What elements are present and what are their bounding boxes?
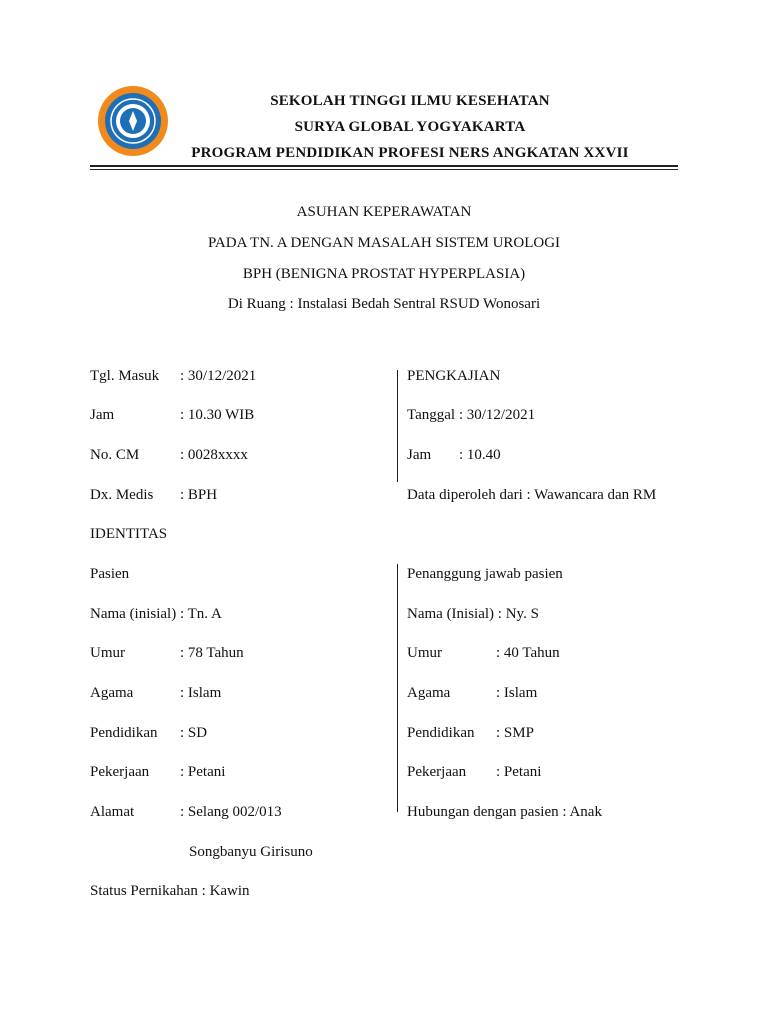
title-line-3: BPH (BENIGNA PROSTAT HYPERPLASIA) [242, 266, 526, 282]
header-line-2: SURYA GLOBAL YOGYAKARTA [294, 119, 526, 135]
pj-umur-label: Umur [407, 645, 442, 661]
pasien-pendidikan-value: : SD [180, 725, 208, 741]
title-line-2: PADA TN. A DENGAN MASALAH SISTEM UROLOGI [207, 235, 561, 251]
header-rule-thick [90, 165, 678, 167]
identitas-heading: IDENTITAS [90, 526, 168, 542]
pasien-agama-value: : Islam [180, 685, 222, 701]
no-cm-label: No. CM [90, 447, 140, 463]
jam-masuk-value: : 10.30 WIB [180, 407, 255, 423]
pj-pekerjaan-value: : Petani [496, 764, 542, 780]
pasien-nama: Nama (inisial) : Tn. A [90, 606, 222, 622]
pengkajian-tanggal: Tanggal : 30/12/2021 [407, 407, 536, 423]
pasien-alamat-value: : Selang 002/013 [180, 804, 282, 820]
column-divider-top [397, 370, 398, 482]
pj-agama-value: : Islam [496, 685, 538, 701]
title-line-1: ASUHAN KEPERAWATAN [296, 204, 472, 220]
header-line-1: SEKOLAH TINGGI ILMU KESEHATAN [270, 93, 550, 109]
pj-pendidikan-value: : SMP [496, 725, 534, 741]
pasien-agama-label: Agama [90, 685, 134, 701]
no-cm-value: : 0028xxxx [180, 447, 248, 463]
jam-masuk-label: Jam [90, 407, 115, 423]
dx-medis-label: Dx. Medis [90, 487, 154, 503]
pengkajian-heading: PENGKAJIAN [407, 368, 501, 384]
column-divider-bottom [397, 564, 398, 812]
pj-agama-label: Agama [407, 685, 451, 701]
pj-pendidikan-label: Pendidikan [407, 725, 475, 741]
pasien-alamat-value-2: Songbanyu Girisuno [189, 844, 313, 860]
header-line-3: PROGRAM PENDIDIKAN PROFESI NERS ANGKATAN XXVII [191, 145, 629, 161]
pj-umur-value: : 40 Tahun [496, 645, 560, 661]
pasien-alamat-label: Alamat [90, 804, 135, 820]
dx-medis-value: : BPH [180, 487, 218, 503]
pasien-pendidikan-label: Pendidikan [90, 725, 158, 741]
pengkajian-jam-label: Jam [407, 447, 432, 463]
pengkajian-sumber: Data diperoleh dari : Wawancara dan RM [407, 487, 657, 503]
header-rule-thin [90, 169, 678, 170]
pj-heading: Penanggung jawab pasien [407, 566, 563, 582]
pj-nama: Nama (Inisial) : Ny. S [407, 606, 539, 622]
tgl-masuk-label: Tgl. Masuk [90, 368, 160, 384]
tgl-masuk-value: : 30/12/2021 [180, 368, 257, 384]
pasien-heading: Pasien [90, 566, 130, 582]
pasien-umur-value: : 78 Tahun [180, 645, 244, 661]
pasien-pekerjaan-value: : Petani [180, 764, 226, 780]
pengkajian-jam-value: : 10.40 [459, 447, 501, 463]
pasien-umur-label: Umur [90, 645, 125, 661]
title-line-4: Di Ruang : Instalasi Bedah Sentral RSUD Wonosari [227, 296, 541, 312]
pj-pekerjaan-label: Pekerjaan [407, 764, 467, 780]
pasien-pekerjaan-label: Pekerjaan [90, 764, 150, 780]
pj-hubungan: Hubungan dengan pasien : Anak [407, 804, 602, 820]
pasien-status-pernikahan: Status Pernikahan : Kawin [90, 883, 250, 899]
